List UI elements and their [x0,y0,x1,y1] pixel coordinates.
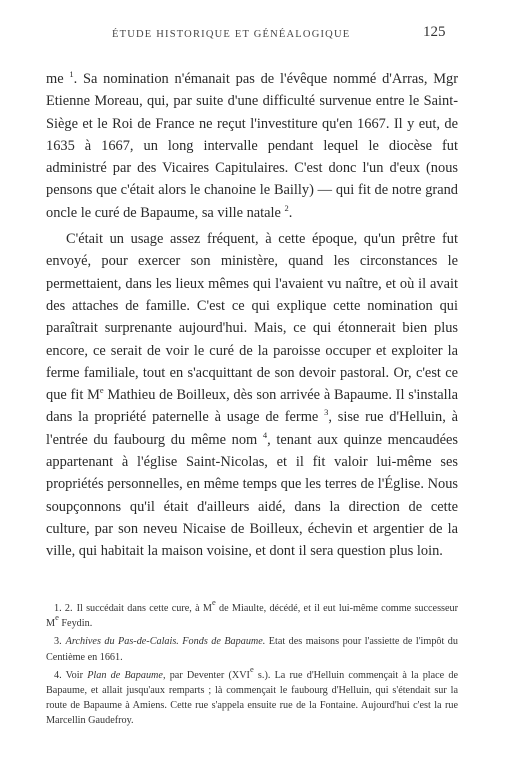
paragraph-2-text-4: , tenant aux quinze mencaudées appartenant à l'église Saint-Nicolas, et il fit valoir lui-même ses propriétés personnelles, en même temps que les terres de l'Église. Nous soupçonnons qu'il était d'ailleurs aidé, dans la direction de cette culture, par son neveu Nicaise de Boilleux, échevin et argentier de la ville, qui habitait la maison voisine, et dont il sera question plus loin. [46,431,458,560]
running-header-title: ÉTUDE HISTORIQUE ET GÉNÉALOGIQUE [112,29,351,40]
footnote-ref-4: 4 [262,429,268,440]
footnote-text: de Miaulte, décédé, et il eut lui-même comme successeur M [46,603,459,630]
paragraph-1-text-2: . Sa nomination n'émanait pas de l'évêque nommé d'Arras, Mgr Etienne Moreau, qui, par suite d'une difficulté survenue entre le Saint-Siège et le Roi de France ne reçut l'investiture qu'en 1667. Il y eut, de 1635 à 1667, un long intervalle pendant lequel le diocèse fut administré par des Vicaires Capitulaires. C'est donc l'un d'eux (nous pensons que c'était alors le chanoine le Bailly) — qui fit de notre grand oncle le curé de Bapaume, sa ville natale [46,71,458,221]
footnote-ref-1: 1 [69,69,74,79]
footnote-text: s.). La rue d'Helluin commençait à la place de Bapaume, et allait jusqu'aux remparts ; là commençait le faubourg d'Helluin, qui s'étendait sur la route de Bapaume à Amiens. Cette rue s'appela ensuite rue de la Fontaine. Aujourd'hui c'est la rue Marcellin Gaudefroy. [46,669,459,727]
superscript-e: e [249,663,254,674]
footnote-marker: 3. [54,636,62,648]
footnote-text: par Deventer (XVI [165,669,250,681]
footnote-text: Etat des maisons pour l'assiette de l'impôt du Centième en 1661. [46,636,458,663]
footnote-text: Feydin. [58,618,93,630]
footnote-ref-3: 3 [324,407,329,418]
footnotes [46,597,459,732]
footnote-1-2 [46,597,459,631]
paragraph-2-text-3: , sise rue d'Helluin, à l'entrée du faubourg du même nom [46,409,459,448]
footnote-text: Il succédait dans cette cure, à M [76,603,212,614]
page-number: 125 [423,24,446,40]
footnote-source-title: Archives du Pas-de-Calais. Fonds de Bapaume. [65,636,266,648]
superscript-e: e [211,597,216,607]
superscript-e: e [55,612,59,623]
footnote-marker: 4. [54,669,62,681]
footnote-marker: 1. 2. [54,603,73,614]
paragraph-2 [46,228,458,562]
paragraph-1-text-3: . [288,204,293,221]
paragraph-2-text-2: Mathieu de Boilleux, dès son arrivée à Bapaume. Il s'installa dans la propriété paternelle à usage de ferme [46,387,458,426]
footnote-3 [46,634,458,664]
footnote-source-title: Plan de Bapaume, [87,669,166,681]
main-text [46,68,458,563]
footnote-ref-2: 2 [284,202,289,213]
footnote-text: Voir [65,669,88,681]
paragraph-1 [46,68,458,224]
paragraph-2-text-1: C'était un usage assez fréquent, à cette époque, qu'un prêtre fut envoyé, pour exercer son ministère, quand les circonstances le permettaient, dans les lieux mêmes qui l'avaient vu naître, et où il avait des attaches de famille. C'est ce qui explique cette nomination qui paraîtrait surprenante aujourd'hui. Mais, ce qui étonnerait bien plus encore, ce serait de voir le curé de la paroisse occuper et exploiter la ferme familiale, tout en s'acquittant de son devoir pastoral. Or, c'est ce que fit M [46,231,458,404]
footnote-4 [46,663,459,729]
superscript-e: e [99,385,104,396]
paragraph-1-text-1: me [46,71,70,87]
